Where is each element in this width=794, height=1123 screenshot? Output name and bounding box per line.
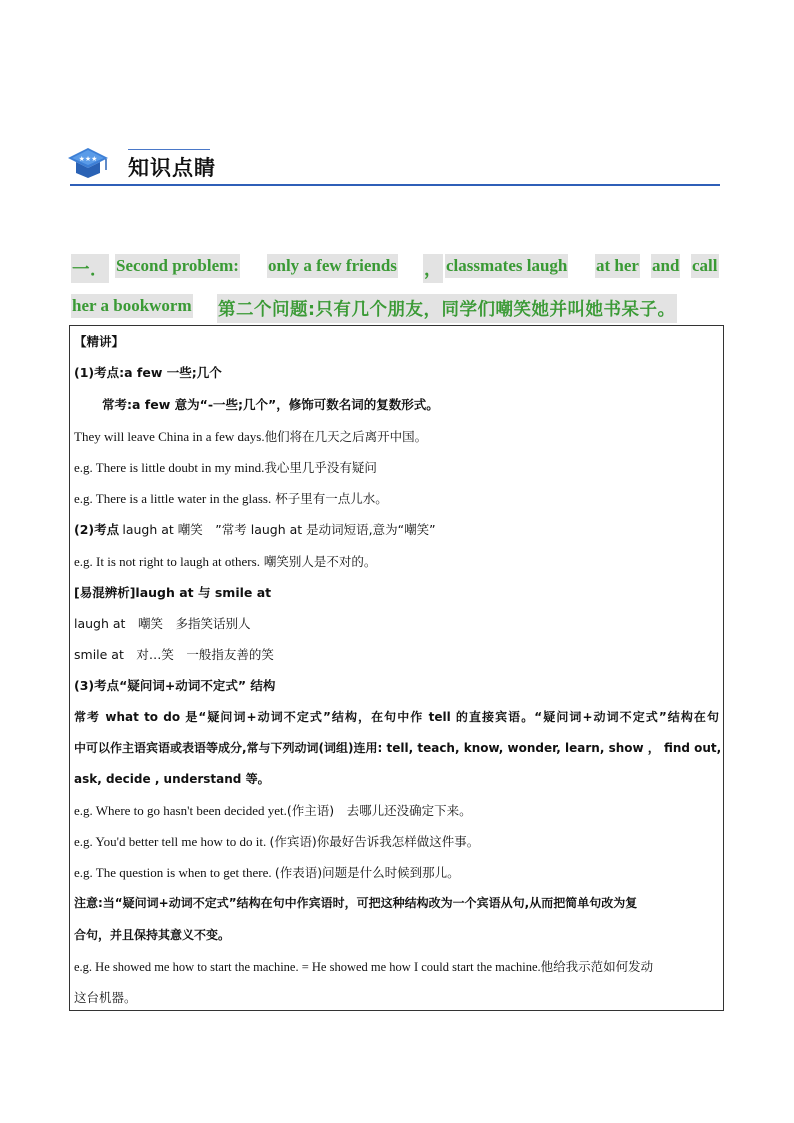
section-title: 知识点睛 bbox=[128, 156, 216, 180]
example-8-cont: 这台机器。 bbox=[74, 990, 137, 1005]
example-2: e.g. There is little doubt in my mind.我心里几乎没有疑问 bbox=[74, 460, 377, 475]
headline-word: classmates laugh bbox=[445, 254, 568, 278]
point-3-body: 常考 what to do 是“疑问词+动词不定式”结构，在句中作 tell 的直接宾语。“疑问词+动词不定式”结构在句 bbox=[74, 710, 719, 724]
box-tag: 【精讲】 bbox=[74, 334, 125, 349]
explanation-box bbox=[69, 325, 724, 1011]
example-4: e.g. It is not right to laugh at others. 嘲笑别人是不对的。 bbox=[74, 554, 377, 569]
point-3-body: ask, decide , understand 等。 bbox=[74, 772, 270, 786]
headline-word: call bbox=[691, 254, 719, 278]
headline-word: ， bbox=[423, 254, 443, 283]
confusion-item: laugh at 嘲笑 多指笑话别人 bbox=[74, 616, 251, 631]
example-1: They will leave China in a few days.他们将在几天之后离开中国。 bbox=[74, 429, 428, 444]
headline-line-1 bbox=[71, 250, 727, 280]
svg-text:★★★: ★★★ bbox=[78, 155, 98, 163]
point-2-title: (2)考点 laugh at 嘲笑 ”常考 laugh at 是动词短语,意为“嘲笑” bbox=[74, 522, 436, 537]
example-8: e.g. He showed me how to start the machine. = He showed me how I could start the machine.他给我示范如何发动 bbox=[74, 959, 654, 974]
headline-chinese: 第二个问题:只有几个朋友，同学们嘲笑她并叫她书呆子。 bbox=[217, 294, 677, 323]
example-7: e.g. The question is when to get there. (作表语)问题是什么时候到那儿。 bbox=[74, 865, 460, 880]
headline-word: and bbox=[651, 254, 680, 278]
point-3-body: 中可以作主语宾语或表语等成分,常与下列动词(词组)连用: tell, teach, know, wonder, learn, show ， find out, bbox=[74, 741, 722, 755]
note-line: 注意:当“疑问词+动词不定式”结构在句中作宾语时，可把这种结构改为一个宾语从句,从而把简单句改为复 bbox=[74, 896, 638, 910]
header-top-line bbox=[128, 149, 210, 150]
point-1-note: 常考:a few 意为“-一些;几个”，修饰可数名词的复数形式。 bbox=[102, 397, 439, 412]
header-divider bbox=[70, 184, 720, 186]
example-3: e.g. There is a little water in the glass. 杯子里有一点儿水。 bbox=[74, 491, 388, 506]
confusion-title: [易混辨析]laugh at 与 smile at bbox=[74, 585, 272, 600]
headline-word: only a few friends bbox=[267, 254, 398, 278]
point-3-title: (3)考点“疑问词+动词不定式” 结构 bbox=[74, 678, 276, 693]
confusion-item: smile at 对…笑 一般指友善的笑 bbox=[74, 647, 274, 662]
example-5: e.g. Where to go hasn't been decided yet.(作主语) 去哪儿还没确定下来。 bbox=[74, 803, 472, 818]
example-6: e.g. You'd better tell me how to do it. (作宾语)你最好告诉我怎样做这件事。 bbox=[74, 834, 480, 849]
headline-word: at her bbox=[595, 254, 640, 278]
headline-word: her a bookworm bbox=[71, 294, 193, 318]
headline-word: Second problem: bbox=[115, 254, 240, 278]
graduation-cap-icon bbox=[66, 140, 110, 184]
note-line: 合句，并且保持其意义不变。 bbox=[74, 928, 231, 942]
point-1-title: (1)考点:a few 一些;几个 bbox=[74, 365, 222, 380]
headline-number: 一． bbox=[71, 254, 109, 283]
headline-line-2 bbox=[71, 291, 727, 320]
